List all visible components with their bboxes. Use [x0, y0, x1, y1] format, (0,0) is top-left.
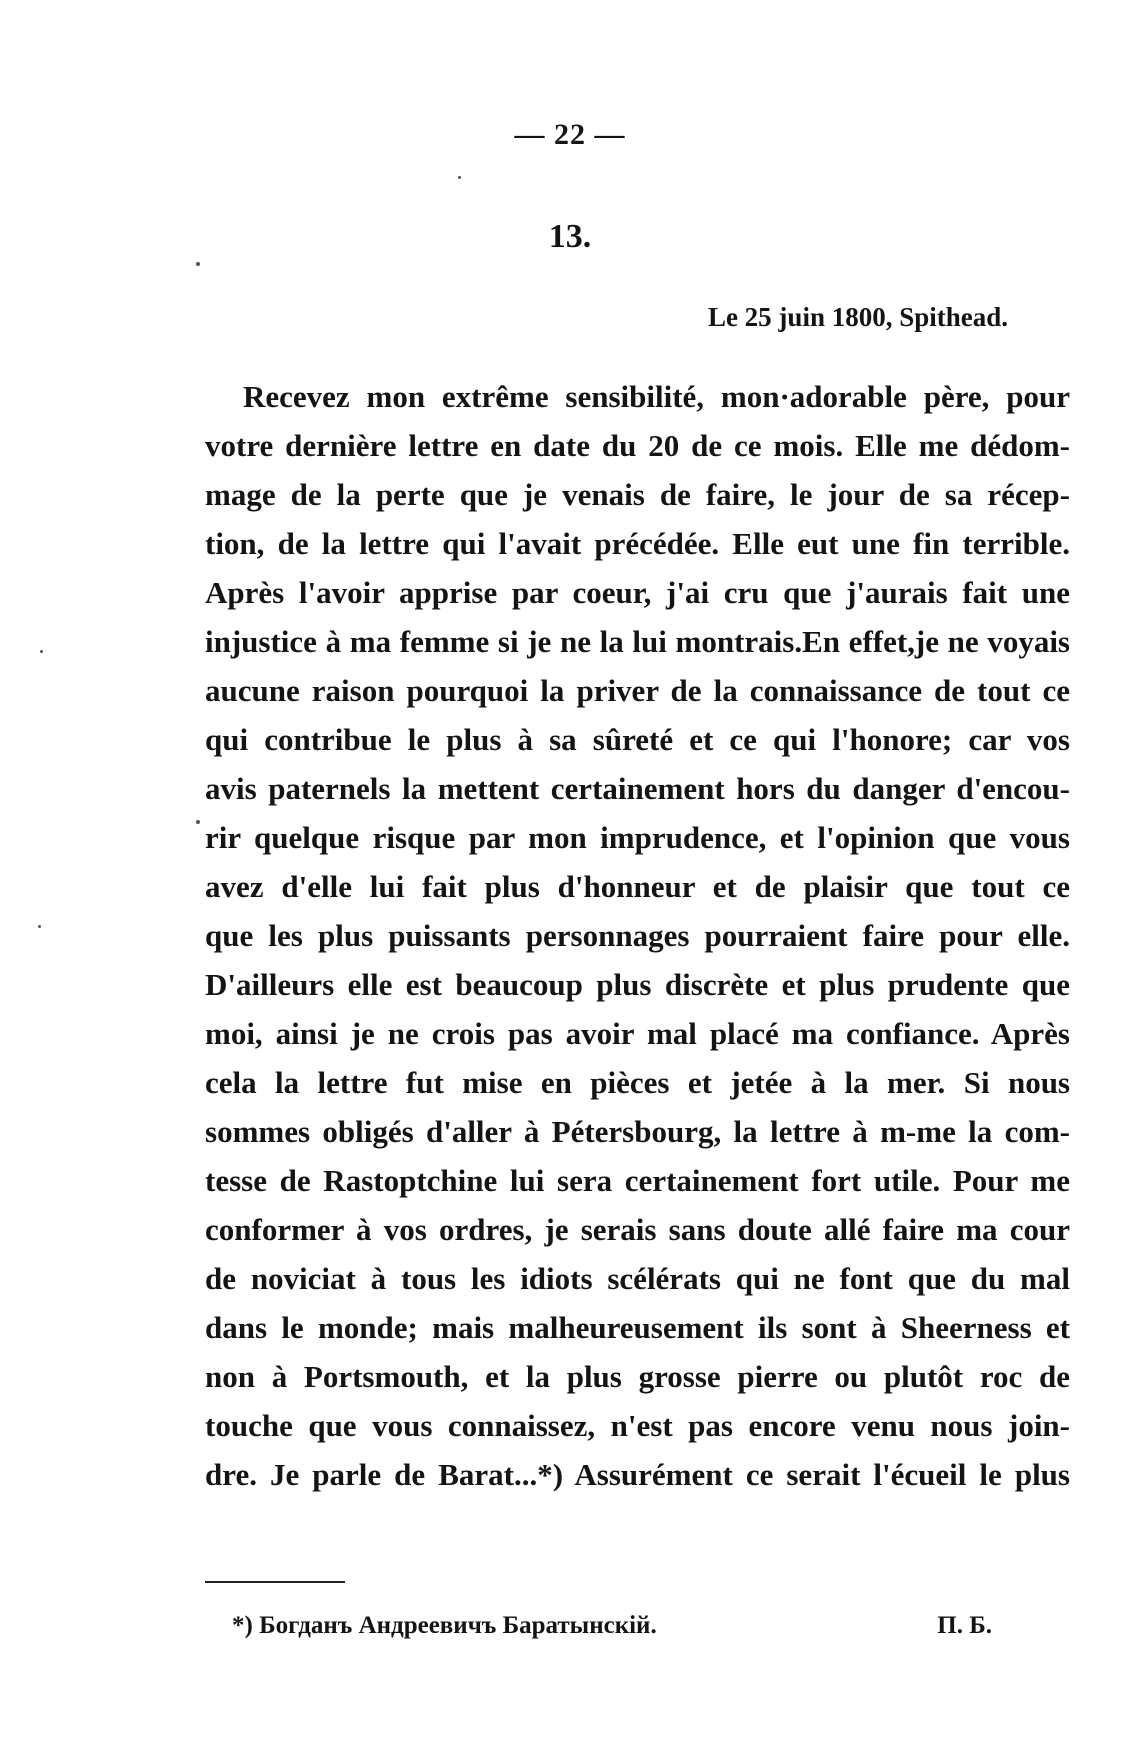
- footnote-divider: [205, 1581, 345, 1583]
- body-line: cela la lettre fut mise en pièces et jetée à la mer. Si nous: [205, 1065, 1070, 1100]
- body-line: de noviciat à tous les idiots scélérats qui ne font que du mal: [205, 1261, 1070, 1296]
- page-number: — 22 —: [514, 118, 626, 151]
- ink-speck: [40, 650, 43, 653]
- footnote: *) Богданъ Андреевичъ Баратынскій.: [232, 1612, 657, 1639]
- body-line: avis paternels la mettent certainement hors du danger d'encou-: [205, 771, 1070, 806]
- body-line: injustice à ma femme si je ne la lui montrais.En effet,je ne voyais: [205, 624, 1070, 659]
- body-line: D'ailleurs elle est beaucoup plus discrète et plus prudente que: [205, 967, 1070, 1002]
- body-line: aucune raison pourquoi la priver de la connaissance de tout ce: [205, 673, 1070, 708]
- ink-speck: [196, 820, 200, 824]
- letter-body: [205, 372, 1070, 1499]
- body-line: sommes obligés d'aller à Pétersbourg, la lettre à m-me la com-: [205, 1114, 1070, 1149]
- ink-speck: [458, 176, 461, 179]
- body-line: moi, ainsi je ne crois pas avoir mal placé ma confiance. Après: [205, 1016, 1070, 1051]
- body-line: touche que vous connaissez, n'est pas encore venu nous join-: [205, 1408, 1070, 1443]
- body-line: qui contribue le plus à sa sûreté et ce qui l'honore; car vos: [205, 722, 1070, 757]
- body-line: dans le monde; mais malheureusement ils sont à Sheerness et: [205, 1310, 1070, 1345]
- body-line: Après l'avoir apprise par coeur, j'ai cru que j'aurais fait une: [205, 575, 1070, 610]
- body-line: mage de la perte que je venais de faire, le jour de sa récep-: [205, 477, 1070, 512]
- body-line: que les plus puissants personnages pourraient faire pour elle.: [205, 918, 1070, 953]
- body-line: Recevez mon extrême sensibilité, mon·adorable père, pour: [243, 379, 1070, 414]
- body-line: non à Portsmouth, et la plus grosse pierre ou plutôt roc de: [205, 1359, 1070, 1394]
- letter-number: 13.: [548, 218, 592, 255]
- body-line: votre dernière lettre en date du 20 de ce mois. Elle me dédom-: [205, 428, 1070, 463]
- body-line: avez d'elle lui fait plus d'honneur et de plaisir que tout ce: [205, 869, 1070, 904]
- footnote-signature: П. Б.: [937, 1612, 992, 1639]
- letter-dateline: Le 25 juin 1800, Spithead.: [707, 302, 1008, 332]
- ink-speck: [196, 262, 200, 266]
- ink-speck: [38, 925, 41, 928]
- body-line: tesse de Rastoptchine lui sera certainement fort utile. Pour me: [205, 1163, 1070, 1198]
- body-line: tion, de la lettre qui l'avait précédée. Elle eut une fin terrible.: [205, 526, 1070, 561]
- body-line: rir quelque risque par mon imprudence, et l'opinion que vous: [205, 820, 1070, 855]
- body-line: dre. Je parle de Barat...*) Assurément ce serait l'écueil le plus: [205, 1457, 1070, 1492]
- body-line: conformer à vos ordres, je serais sans doute allé faire ma cour: [205, 1212, 1070, 1247]
